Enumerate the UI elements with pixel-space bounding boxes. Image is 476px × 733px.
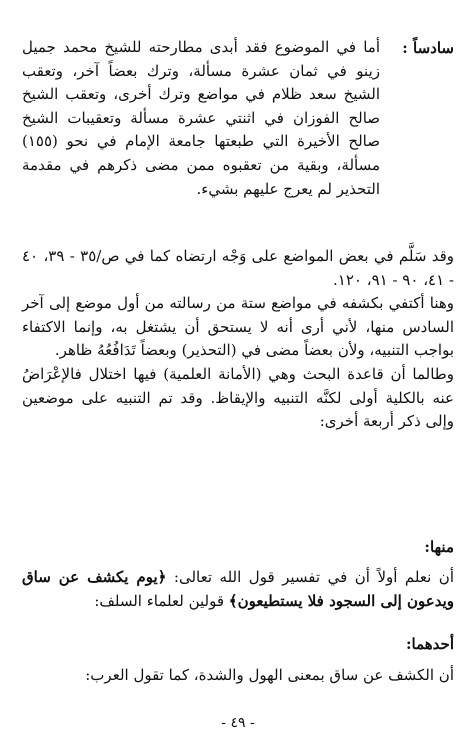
quran-verse: ﴿يوم يكشف عن ساق ويدعون إلى السجود فلا يستطيعون﴾ [22, 568, 454, 610]
paragraph-6: أن الكشف عن ساق بمعنى الهول والشدة، كما تقول العرب: [85, 666, 454, 684]
heading-minha: منها: [424, 538, 454, 556]
paragraph-5-end: قولين لعلماء السلف: [94, 591, 229, 610]
body-block [22, 245, 454, 434]
paragraph-6-block [22, 664, 454, 688]
sixth-paragraph-block [22, 36, 380, 201]
paragraph-4: وطالما أن قاعدة البحث وهي (الأمانة العلمية) فيها اختلال فالإعْرَاضُ عنه بالكلية أولى لكنَّه التنبيه والإيقاظ. وقد تم التنبيه على موضعين وإلى ذكر أربعة أخرى: [22, 364, 454, 431]
page-number: - ٤٩ - [221, 715, 255, 731]
section-label: سادساً : [402, 39, 454, 57]
paragraph-5-start: أن نعلم أولاً أن في تفسير قول الله تعالى: [166, 568, 454, 586]
paragraph-3: وهنا أكتفي بكشفه في مواضع ستة من رسالته من أول موضع إلى آخر السادس منها، لأني أرى أنه لا يستحق أن يشتغل به، وإنما الاكتفاء بواجب التنبيه، ولأن بعضاً مضى في (التحذير) وبعضاً تَدَافُعُهُ ظاهر. [22, 294, 454, 360]
paragraph-5 [22, 566, 454, 613]
sixth-paragraph: أما في الموضوع فقد أبدى مطارحته للشيخ محمد جميل زينو في ثمان عشرة مسألة، وترك بعضاً آخر، وتعقب الشيخ سعد ظلام في مواضع وترك أخرى، وتعقب الشيخ صالح الفوزان في اثنتي عشرة مسألة وتعقيبات الشيخ صالح الأخيرة التي طبعتها جامعة الإمام في نحو (١٥٥) مسألة، وبقية من تعقبوه ممن مضى ذكرهم في مقدمة التحذير لم يعرج عليهم بشيء. [22, 38, 380, 198]
paragraph-5-block [22, 566, 454, 613]
heading-ahaduhuma: أحدهما: [405, 635, 454, 653]
paragraph-2: وقد سَلَّم في بعض المواضع على وَجْه ارتضاه كما في ص/٣٥ - ٣٩، ٤٠ - ٤١، ٩٠ - ٩١، ١٢٠. [22, 247, 455, 289]
